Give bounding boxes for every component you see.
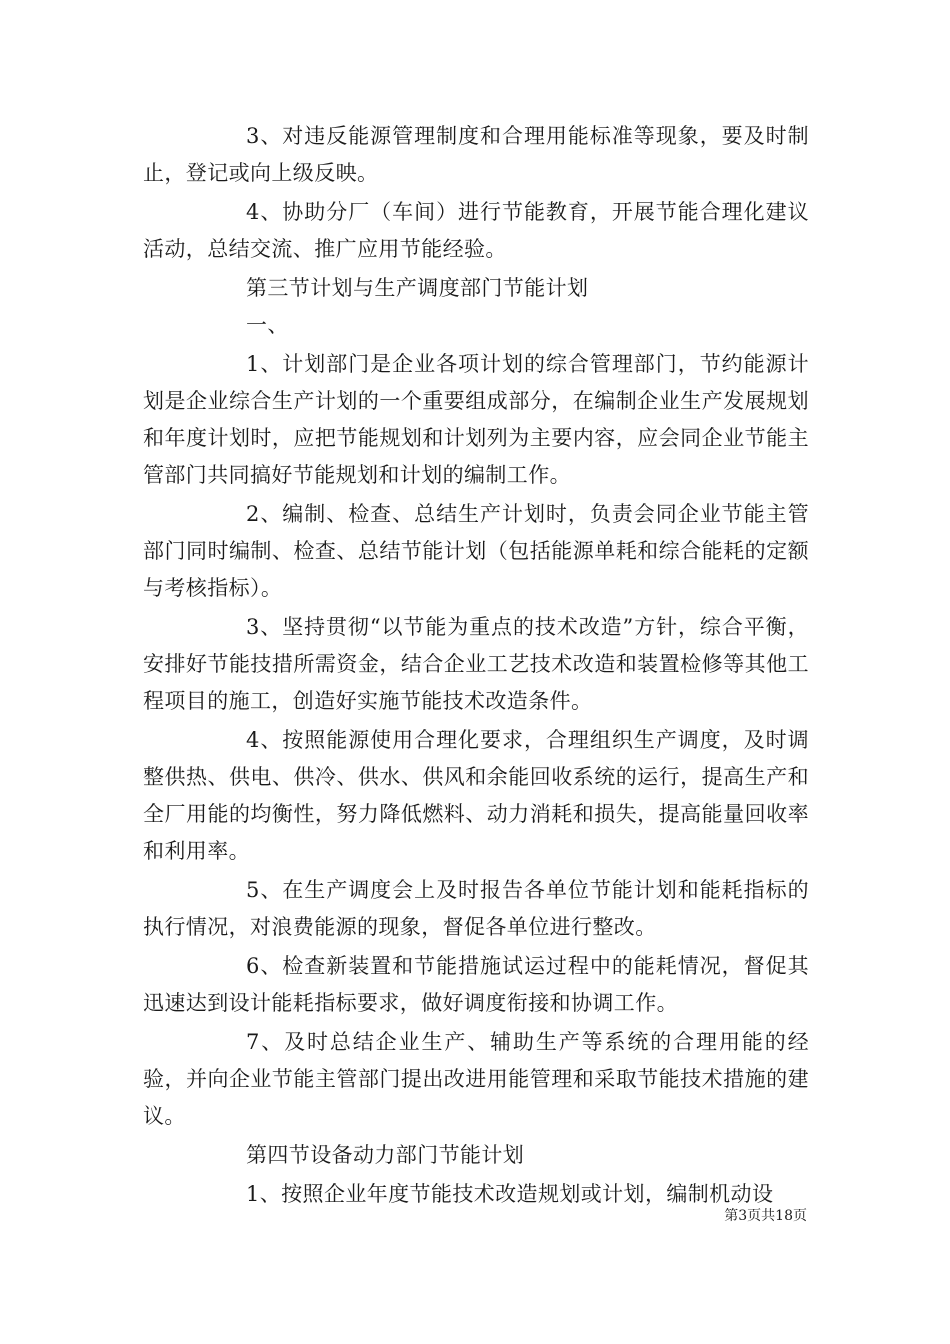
paragraph: 1、计划部门是企业各项计划的综合管理部门，节约能源计划是企业综合生产计划的一个重要组成部分，在编制企业生产发展规划和年度计划时，应把节能规划和计划列为主要内容，应会同企业节能主管部门共同搞好节能规划和计划的编制工作。: [143, 352, 809, 487]
section-heading: 第四节设备动力部门节能计划: [246, 1143, 525, 1167]
paragraph: 6、检查新装置和节能措施试运过程中的能耗情况，督促其迅速达到设计能耗指标要求，做好调度衔接和协调工作。: [143, 954, 809, 1015]
document-body: [143, 118, 809, 1213]
paragraph: 7、及时总结企业生产、辅助生产等系统的合理用能的经验，并向企业节能主管部门提出改进用能管理和采取节能技术措施的建议。: [143, 1030, 809, 1128]
paragraph: 4、按照能源使用合理化要求，合理组织生产调度，及时调整供热、供电、供冷、供水、供风和余能回收系统的运行，提高生产和全厂用能的均衡性，努力降低燃料、动力消耗和损失，提高能量回收率和利用率。: [143, 728, 809, 863]
subsection-heading: 一、: [246, 313, 289, 337]
paragraph: 3、对违反能源管理制度和合理用能标准等现象，要及时制止，登记或向上级反映。: [143, 124, 809, 185]
section-heading: 第三节计划与生产调度部门节能计划: [246, 276, 589, 300]
page-number-footer: 第3页共18页: [724, 1208, 807, 1224]
paragraph: 5、在生产调度会上及时报告各单位节能计划和能耗指标的执行情况，对浪费能源的现象，督促各单位进行整改。: [143, 878, 809, 939]
paragraph: 2、编制、检查、总结生产计划时，负责会同企业节能主管部门同时编制、检查、总结节能计划（包括能源单耗和综合能耗的定额与考核指标）。: [143, 502, 809, 600]
paragraph: 3、坚持贯彻“以节能为重点的技术改造”方针，综合平衡，安排好节能技措所需资金，结合企业工艺技术改造和装置检修等其他工程项目的施工，创造好实施节能技术改造条件。: [143, 615, 809, 713]
paragraph: 4、协助分厂（车间）进行节能教育，开展节能合理化建议活动，总结交流、推广应用节能经验。: [143, 200, 809, 261]
paragraph: 1、按照企业年度节能技术改造规划或计划，编制机动设: [246, 1182, 774, 1206]
